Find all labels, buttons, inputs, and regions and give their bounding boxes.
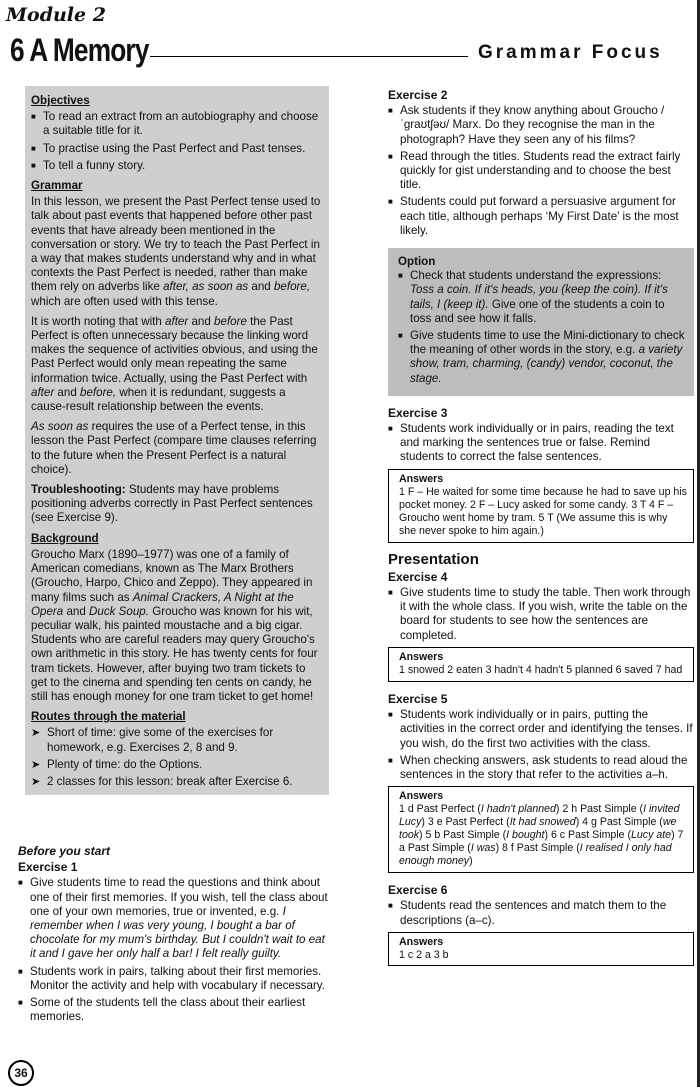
exercise-1-bullet: ■ Give students time to read the questions and think about one of their first memories. If you wish, tell the class about one of your own memories, true or invented, e.g. I remember when I was very young, I bought a bar of chocolate for my mum's birthday. But I couldn't wait to eat it and I gave her only half a bar! I felt really guilty. [18,876,330,961]
exercise-3-answers [388,469,694,543]
background-heading: Background [31,531,99,545]
option-bullet: ■ Give students time to use the Mini-dictionary to check the meaning of other words in the story, e.g. a variety show, tram, charming, (candy) vendor, coconut, the stage. [398,329,688,386]
exercise-4-heading: Exercise 4 [388,569,448,584]
lesson-title: 6 A Memory [10,32,149,68]
objectives-heading: Objectives [31,94,90,107]
route-item: ➤ Short of time: give some of the exercises for homework, e.g. Exercises 2, 8 and 9. [31,726,321,754]
exercise-5-bullet: ■ When checking answers, ask students to read aloud the sentences in the story that refer to the activities a–h. [388,754,694,782]
exercise-6-heading: Exercise 6 [388,883,448,898]
exercise-2-bullet: ■ Read through the titles. Students read the extract fairly quickly for gist understanding and to choose the best title. [388,150,694,193]
exercise-6-bullet: ■ Students read the sentences and match them to the descriptions (a–c). [388,899,694,927]
exercise-2-heading: Exercise 2 [388,88,448,102]
answers-text: 1 c 2 a 3 b [399,948,449,961]
grammar-paragraph: It is worth noting that with after and before the Past Perfect is often unnecessary because the linking word makes the sequence of activities obvious, and using the Past Perfect would only mean repeating the same information twice. Actually, using the Past Perfect with after and before, when it is redundant, suggests a cause-result relationship between the events. [31,314,318,414]
module-label: Module 2 [6,4,106,26]
option-heading: Option [398,255,436,269]
objective-item: ■ To read an extract from an autobiography and choose a suitable title for it. [31,110,321,138]
route-item: ➤ 2 classes for this lesson: break after Exercise 6. [31,775,321,789]
routes-heading: Routes through the material [31,710,186,724]
answers-label: Answers [399,790,444,803]
answers-text: 1 d Past Perfect (I hadn't planned) 2 h Past Simple (I invited Lucy) 3 e Past Perfect (It had snowed) 4 g Past Simple (we took) 5 b Past Simple (I bought) 6 c Past Simple (Lucy ate) 7 a Past Simple (I was) 8 f Past Simple (I realised I only had enough money) [399,803,684,868]
right-column [388,88,694,976]
title-rule [150,56,468,57]
before-you-start-heading: Before you start [18,844,111,858]
answers-text: 1 snowed 2 eaten 3 hadn't 4 hadn't 5 planned 6 saved 7 had [399,663,683,676]
option-box [388,248,694,396]
grammar-heading: Grammar [31,179,83,193]
route-item: ➤ Plenty of time: do the Options. [31,758,321,772]
objective-item: ■ To tell a funny story. [31,159,321,173]
teacher-notes-box [25,86,329,795]
exercise-4-bullet: ■ Give students time to study the table. Then work through it with the whole class. If you wish, write the table on the board for students to see how the sentences are completed. [388,586,694,643]
grammar-paragraph: In this lesson, we present the Past Perfect tense used to talk about past events that happened before other past events that have already been mentioned in the conversation or story. We try to teach the Past Perfect in a way that makes students understand why and in what contexts the Past Perfect is needed, rather than make them rely on adverbs like after, as soon as and before, which are often used with this tense. [31,195,321,308]
page-number: 36 [8,1060,34,1086]
exercise-5-bullet: ■ Students work individually or in pairs, putting the activities in the correct order and identifying the tenses. If you wish, do the first two activities with the class. [388,708,694,751]
exercise-3-heading: Exercise 3 [388,405,448,420]
answers-label: Answers [399,472,444,485]
objective-item: ■ To practise using the Past Perfect and Past tenses. [31,142,321,156]
exercise-5-heading: Exercise 5 [388,691,448,706]
exercise-6-answers [388,932,694,966]
answers-label: Answers [399,935,444,948]
exercise-3-bullet: ■ Students work individually or in pairs, reading the text and marking the sentences true or false. Remind students to correct the false sentences. [388,422,694,465]
exercise-2-bullet: ■ Ask students if they know anything about Groucho /ˈɡraʊtʃəʊ/ Marx. Do they recognise the man in the photograph? Have they seen any of his films? [388,104,694,147]
grammar-paragraph: As soon as requires the use of a Perfect tense, in this lesson the Past Perfect (compare time clauses referring to the future when the Present Perfect is a natural choice). [31,420,317,476]
section-heading: Grammar Focus [478,42,663,63]
troubleshooting-paragraph: Troubleshooting: Students may have problems positioning adverbs correctly in Past Perfect sentences (see Exercise 9). [31,483,313,525]
presentation-heading: Presentation [388,550,479,568]
answers-text: 1 F – He waited for some time because he had to save up his pocket money. 2 F – Lucy asked for some candy. 3 T 4 F – Groucho went home by tram. 5 T (We assume this is why she never spoke to him again.) [399,485,687,537]
exercise-5-answers [388,786,694,873]
exercise-4-answers [388,647,694,682]
exercise-1-bullet: ■ Students work in pairs, talking about their first memories. Monitor the activity and help with vocabulary if necessary. [18,965,330,993]
answers-label: Answers [399,650,444,663]
background-paragraph: Groucho Marx (1890–1977) was one of a family of American comedians, known as The Marx Brothers (Groucho, Harpo, Chico and Zeppo). They appeared in many films such as Animal Crackers, A Night at the Opera and Duck Soup. Groucho was known for his wit, peculiar walk, his painted moustache and a big cigar. Students who are careful readers may query Groucho's own arithmetic in this story. He has twenty cents for four tram tickets. However, after buying two tram tickets to get to the cinema and spending ten cents on candy, he still has enough money for one tram ticket to get home! [31,547,318,703]
exercise-1-bullet: ■ Some of the students tell the class about their earliest memories. [18,996,330,1024]
option-bullet: ■ Check that students understand the expressions: Toss a coin. If it's heads, you (keep the coin). If it's tails, I (keep it). Give one of the students a coin to toss and see how it falls. [398,269,688,326]
exercise-1-heading: Exercise 1 [18,860,78,875]
exercise-2-bullet: ■ Students could put forward a persuasive argument for each title, although perhaps ‘My First Date’ is the most likely. [388,195,694,238]
before-you-start-section [18,844,330,1027]
